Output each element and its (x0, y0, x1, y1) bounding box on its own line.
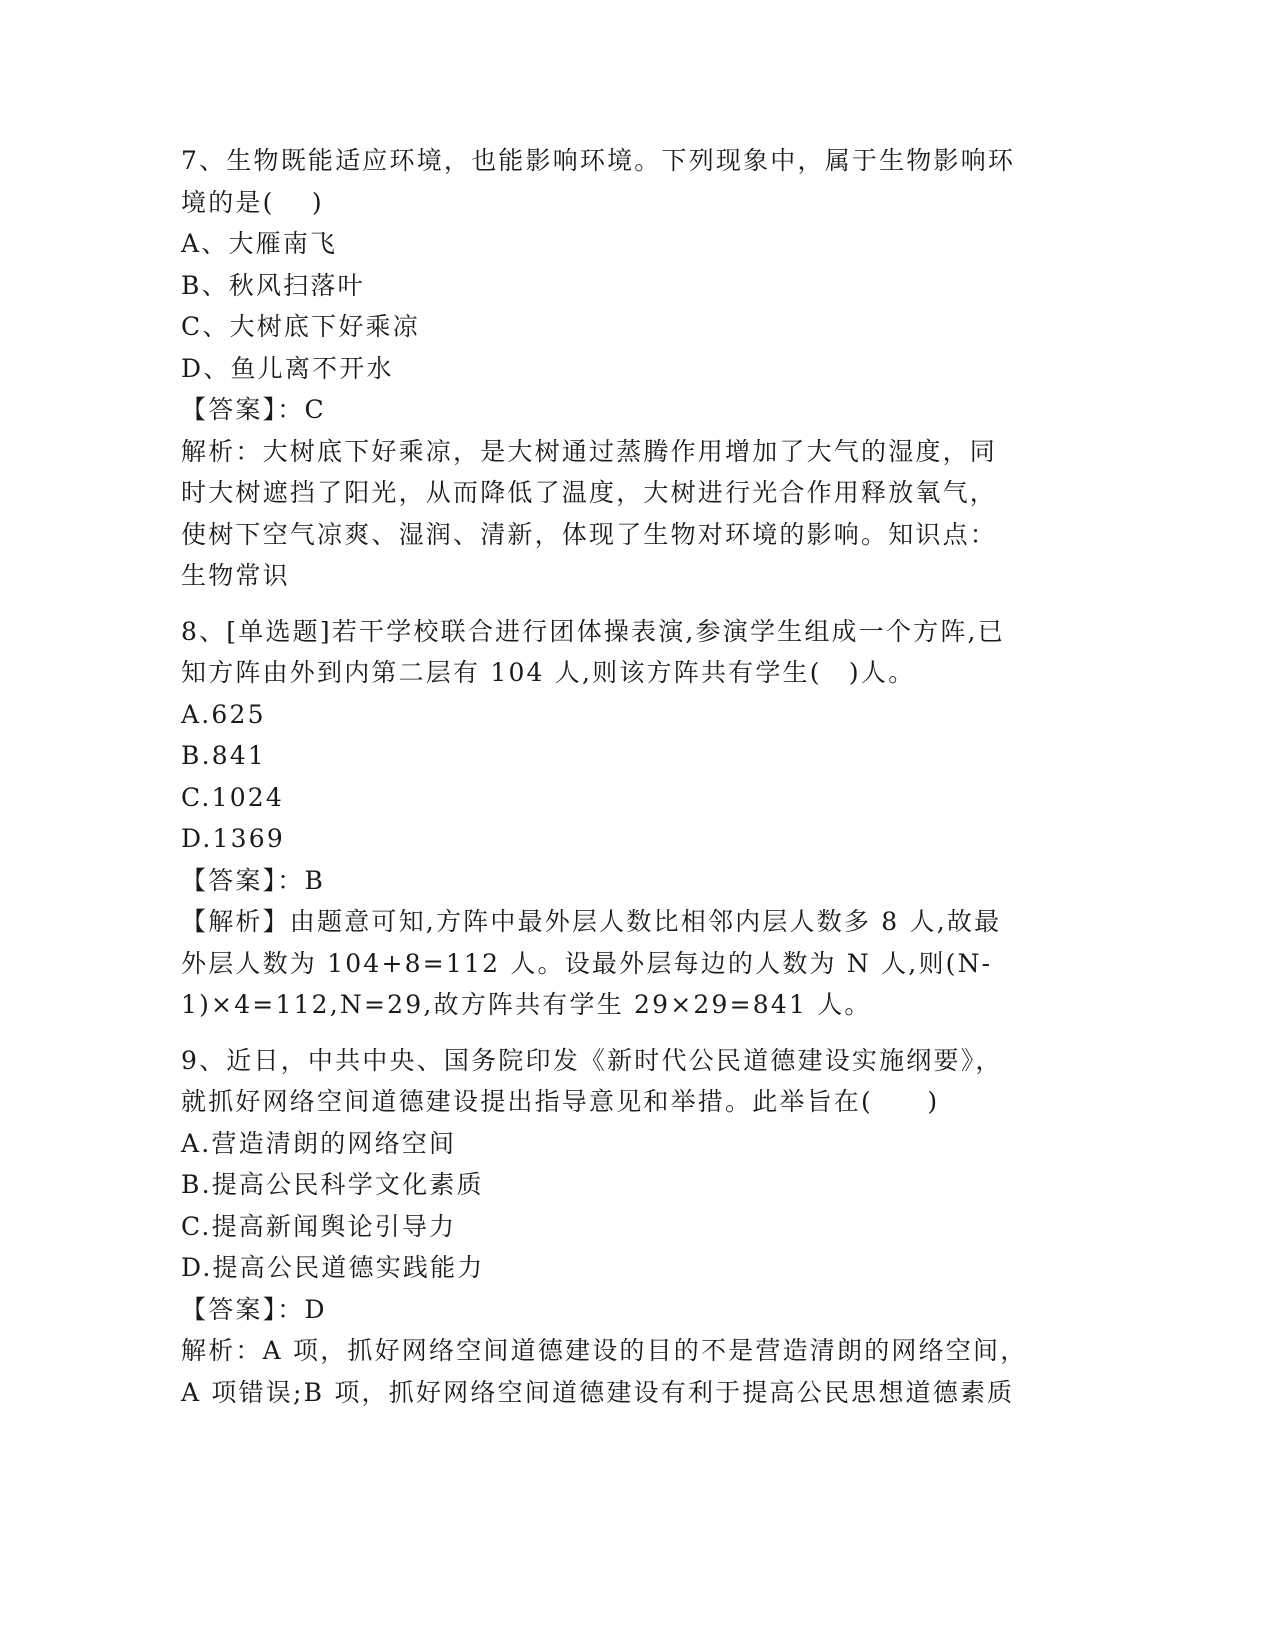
question-stem-line: 知方阵由外到内第二层有 104 人,则该方阵共有学生( )人。 (181, 658, 916, 687)
question-9 (181, 1040, 1041, 1414)
question-stem-line: 9、近日，中共中央、国务院印发《新时代公民道德建设实施纲要》， (181, 1045, 1003, 1075)
analysis-line: A 项错误;B 项，抓好网络空间道德建设有利于提高公民思想道德素质 (181, 1377, 1015, 1407)
option-d: D、鱼儿离不开水 (181, 353, 394, 383)
analysis-line: 生物常识 (181, 561, 290, 590)
option-c: C.1024 (181, 782, 285, 812)
analysis-line: 使树下空气凉爽、湿润、清新，体现了生物对环境的影响。知识点： (181, 519, 998, 549)
answer: 【答案】：D (181, 1294, 327, 1324)
question-stem-line: 境的是( ) (181, 187, 324, 217)
question-7 (181, 140, 1041, 597)
answer: 【答案】：C (181, 395, 326, 424)
option-a: A.营造清朗的网络空间 (181, 1128, 457, 1158)
option-c: C、大树底下好乘凉 (181, 312, 420, 341)
question-stem-line: 就抓好网络空间道德建设提出指导意见和举措。此举旨在( ) (181, 1087, 940, 1116)
option-d: D.提高公民道德实践能力 (181, 1253, 485, 1282)
option-b: B.提高公民科学文化素质 (181, 1170, 484, 1199)
option-a: A、大雁南飞 (181, 229, 338, 258)
analysis-line: 【解析】由题意可知,方阵中最外层人数比相邻内层人数多 8 人,故最 (181, 907, 1002, 936)
question-8 (181, 611, 1041, 1026)
analysis-line: 1)×4=112,N=29,故方阵共有学生 29×29=841 人。 (181, 990, 872, 1019)
analysis-line: 解析：A 项，抓好网络空间道德建设的目的不是营造清朗的网络空间， (181, 1336, 1028, 1365)
question-stem-line: 8、[单选题]若干学校联合进行团体操表演,参演学生组成一个方阵,已 (181, 616, 1005, 646)
answer: 【答案】：B (181, 865, 326, 895)
option-b: B.841 (181, 741, 267, 770)
option-b: B、秋风扫落叶 (181, 270, 365, 300)
option-d: D.1369 (181, 824, 285, 853)
analysis-line: 外层人数为 104+8=112 人。设最外层每边的人数为 N 人,则(N- (181, 948, 993, 978)
question-stem-line: 7、生物既能适应环境，也能影响环境。下列现象中，属于生物影响环 (181, 146, 1016, 175)
analysis-line: 时大树遮挡了阳光，从而降低了温度，大树进行光合作用释放氧气， (181, 478, 998, 507)
option-c: C.提高新闻舆论引导力 (181, 1211, 457, 1241)
analysis-line: 解析：大树底下好乘凉，是大树通过蒸腾作用增加了大气的湿度，同 (181, 436, 998, 466)
document-page (181, 140, 1041, 1427)
option-a: A.625 (181, 699, 266, 729)
